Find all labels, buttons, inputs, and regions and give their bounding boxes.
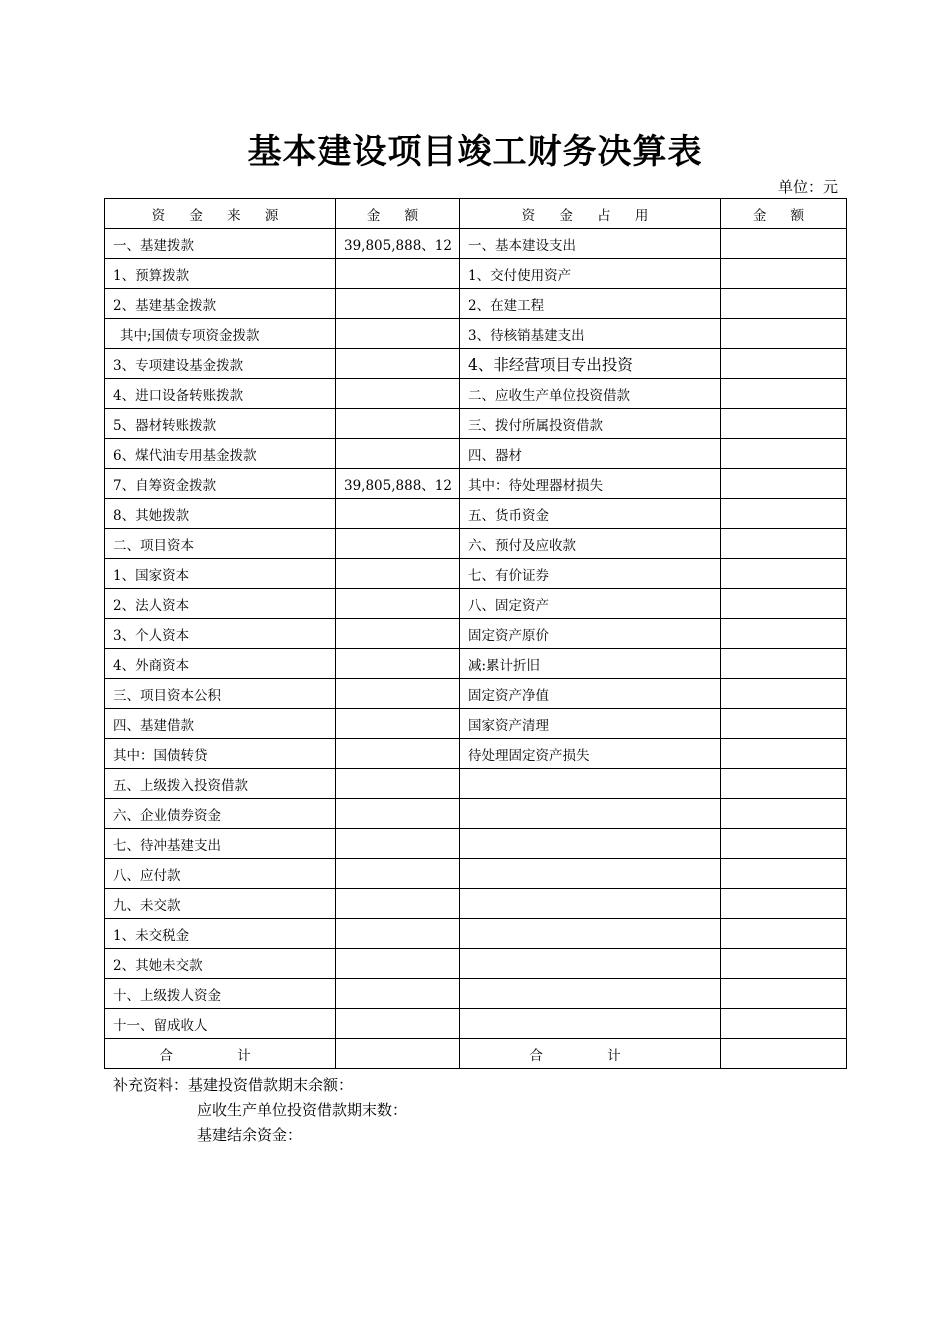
fund-source-cell: 二、项目资本	[105, 529, 336, 559]
fund-usage-cell: 国家资产清理	[460, 709, 721, 739]
table-row	[105, 529, 847, 559]
table-row	[105, 949, 847, 979]
table-row	[105, 469, 847, 499]
source-amount-cell: 39,805,888、12	[336, 469, 460, 499]
table-row	[105, 349, 847, 379]
source-amount-cell	[336, 829, 460, 859]
source-amount-cell	[336, 529, 460, 559]
usage-amount-cell	[721, 649, 847, 679]
source-amount-cell	[336, 559, 460, 589]
usage-amount-cell	[721, 859, 847, 889]
table-row	[105, 739, 847, 769]
table-row	[105, 709, 847, 739]
fund-usage-cell: 3、待核销基建支出	[460, 319, 721, 349]
total-row	[105, 1039, 847, 1069]
fund-source-cell: 九、未交款	[105, 889, 336, 919]
supplement-line-1: 补充资料：基建投资借款期末余额：	[113, 1076, 354, 1094]
table-row	[105, 979, 847, 1009]
table-row	[105, 259, 847, 289]
fund-usage-cell: 4、非经营项目专出投资	[460, 349, 721, 379]
table-row	[105, 889, 847, 919]
table-row	[105, 919, 847, 949]
usage-amount-cell	[721, 979, 847, 1009]
table-row	[105, 379, 847, 409]
usage-amount-cell	[721, 709, 847, 739]
header-fund-usage: 资 金 占 用	[460, 199, 721, 229]
source-amount-cell	[336, 319, 460, 349]
fund-source-cell: 3、专项建设基金拨款	[105, 349, 336, 379]
source-amount-cell	[336, 649, 460, 679]
fund-source-cell: 5、器材转账拨款	[105, 409, 336, 439]
total-amount-left	[336, 1039, 460, 1069]
source-amount-cell: 39,805,888、12	[336, 229, 460, 259]
fund-usage-cell: 减:累计折旧	[460, 649, 721, 679]
fund-usage-cell: 二、应收生产单位投资借款	[460, 379, 721, 409]
fund-source-cell: 五、上级拨入投资借款	[105, 769, 336, 799]
usage-amount-cell	[721, 469, 847, 499]
fund-usage-cell: 三、拨付所属投资借款	[460, 409, 721, 439]
table-row	[105, 589, 847, 619]
source-amount-cell	[336, 289, 460, 319]
table-row	[105, 679, 847, 709]
supplement-line-2: 应收生产单位投资借款期末数：	[197, 1101, 408, 1119]
fund-usage-cell	[460, 889, 721, 919]
source-amount-cell	[336, 919, 460, 949]
table-header-row	[105, 199, 847, 229]
source-amount-cell	[336, 499, 460, 529]
fund-source-cell: 其中：国债转贷	[105, 739, 336, 769]
fund-source-cell: 一、基建拨款	[105, 229, 336, 259]
usage-amount-cell	[721, 499, 847, 529]
fund-source-cell: 2、基建基金拨款	[105, 289, 336, 319]
usage-amount-cell	[721, 289, 847, 319]
usage-amount-cell	[721, 259, 847, 289]
source-amount-cell	[336, 439, 460, 469]
table-row	[105, 559, 847, 589]
source-amount-cell	[336, 409, 460, 439]
fund-source-cell: 3、个人资本	[105, 619, 336, 649]
fund-usage-cell	[460, 829, 721, 859]
fund-source-cell: 六、企业债券资金	[105, 799, 336, 829]
total-amount-right	[721, 1039, 847, 1069]
fund-usage-cell: 八、固定资产	[460, 589, 721, 619]
table-row	[105, 229, 847, 259]
source-amount-cell	[336, 379, 460, 409]
fund-source-cell: 2、其她未交款	[105, 949, 336, 979]
fund-usage-cell	[460, 919, 721, 949]
usage-amount-cell	[721, 439, 847, 469]
fund-usage-cell	[460, 949, 721, 979]
fund-usage-cell	[460, 1009, 721, 1039]
header-amount-left: 金 额	[336, 199, 460, 229]
usage-amount-cell	[721, 829, 847, 859]
unit-label: 单位：元	[777, 178, 838, 196]
total-label-left: 合 计	[105, 1039, 336, 1069]
fund-source-cell: 2、法人资本	[105, 589, 336, 619]
usage-amount-cell	[721, 739, 847, 769]
usage-amount-cell	[721, 349, 847, 379]
usage-amount-cell	[721, 799, 847, 829]
fund-source-cell: 7、自筹资金拨款	[105, 469, 336, 499]
fund-source-cell: 8、其她拨款	[105, 499, 336, 529]
fund-usage-cell: 2、在建工程	[460, 289, 721, 319]
fund-usage-cell	[460, 769, 721, 799]
usage-amount-cell	[721, 679, 847, 709]
usage-amount-cell	[721, 559, 847, 589]
fund-usage-cell: 固定资产原价	[460, 619, 721, 649]
fund-usage-cell: 五、货币资金	[460, 499, 721, 529]
fund-usage-cell: 七、有价证券	[460, 559, 721, 589]
usage-amount-cell	[721, 409, 847, 439]
fund-source-cell: 其中;国债专项资金拨款	[105, 319, 336, 349]
table-row	[105, 859, 847, 889]
fund-source-cell: 七、待冲基建支出	[105, 829, 336, 859]
fund-source-cell: 6、煤代油专用基金拨款	[105, 439, 336, 469]
fund-usage-cell	[460, 979, 721, 1009]
fund-source-cell: 1、未交税金	[105, 919, 336, 949]
source-amount-cell	[336, 619, 460, 649]
fund-source-cell: 4、进口设备转账拨款	[105, 379, 336, 409]
document-title: 基本建设项目竣工财务决算表	[247, 132, 703, 172]
table-row	[105, 1009, 847, 1039]
table-row	[105, 439, 847, 469]
usage-amount-cell	[721, 1009, 847, 1039]
table-row	[105, 619, 847, 649]
usage-amount-cell	[721, 319, 847, 349]
usage-amount-cell	[721, 889, 847, 919]
source-amount-cell	[336, 799, 460, 829]
supplement-line-3: 基建结余资金：	[197, 1126, 303, 1144]
header-fund-source: 资 金 来 源	[105, 199, 336, 229]
fund-usage-cell: 六、预付及应收款	[460, 529, 721, 559]
source-amount-cell	[336, 679, 460, 709]
fund-source-cell: 1、国家资本	[105, 559, 336, 589]
fund-source-cell: 三、项目资本公积	[105, 679, 336, 709]
usage-amount-cell	[721, 529, 847, 559]
fund-usage-cell	[460, 799, 721, 829]
source-amount-cell	[336, 769, 460, 799]
usage-amount-cell	[721, 229, 847, 259]
source-amount-cell	[336, 589, 460, 619]
table-row	[105, 409, 847, 439]
usage-amount-cell	[721, 919, 847, 949]
fund-usage-cell	[460, 859, 721, 889]
fund-source-cell: 4、外商资本	[105, 649, 336, 679]
total-label-right: 合 计	[460, 1039, 721, 1069]
source-amount-cell	[336, 259, 460, 289]
fund-source-cell: 十、上级拨人资金	[105, 979, 336, 1009]
fund-source-cell: 十一、留成收人	[105, 1009, 336, 1039]
usage-amount-cell	[721, 619, 847, 649]
fund-usage-cell: 其中：待处理器材损失	[460, 469, 721, 499]
source-amount-cell	[336, 349, 460, 379]
fund-usage-cell: 四、器材	[460, 439, 721, 469]
table-row	[105, 289, 847, 319]
table-row	[105, 319, 847, 349]
financial-settlement-table	[104, 198, 847, 1069]
source-amount-cell	[336, 949, 460, 979]
fund-usage-cell: 待处理固定资产损失	[460, 739, 721, 769]
source-amount-cell	[336, 889, 460, 919]
source-amount-cell	[336, 739, 460, 769]
source-amount-cell	[336, 709, 460, 739]
source-amount-cell	[336, 859, 460, 889]
table-row	[105, 799, 847, 829]
usage-amount-cell	[721, 769, 847, 799]
source-amount-cell	[336, 979, 460, 1009]
table-row	[105, 649, 847, 679]
header-amount-right: 金 额	[721, 199, 847, 229]
source-amount-cell	[336, 1009, 460, 1039]
table-row	[105, 829, 847, 859]
usage-amount-cell	[721, 379, 847, 409]
fund-usage-cell: 1、交付使用资产	[460, 259, 721, 289]
fund-source-cell: 1、预算拨款	[105, 259, 336, 289]
table-row	[105, 769, 847, 799]
fund-source-cell: 八、应付款	[105, 859, 336, 889]
fund-usage-cell: 固定资产净值	[460, 679, 721, 709]
usage-amount-cell	[721, 589, 847, 619]
usage-amount-cell	[721, 949, 847, 979]
fund-source-cell: 四、基建借款	[105, 709, 336, 739]
fund-usage-cell: 一、基本建设支出	[460, 229, 721, 259]
table-row	[105, 499, 847, 529]
